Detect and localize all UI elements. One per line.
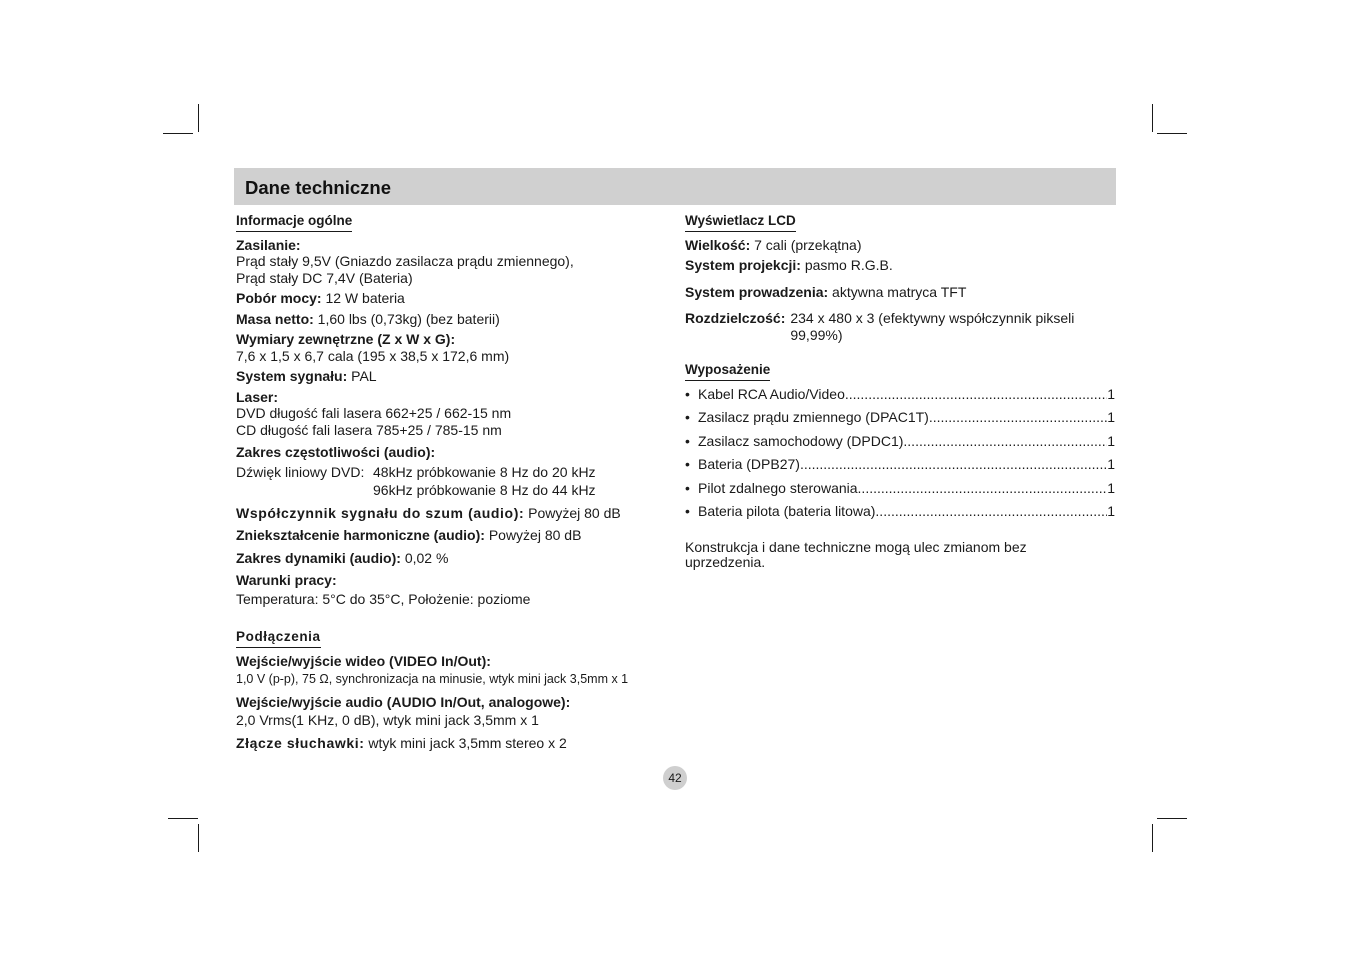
accessory-qty: 1 bbox=[1107, 479, 1115, 496]
accessory-qty: 1 bbox=[1107, 456, 1115, 472]
freq-row bbox=[236, 464, 676, 481]
resolution-label: Rozdzielczość: bbox=[685, 310, 786, 326]
power-block bbox=[236, 237, 676, 287]
accessory-item bbox=[685, 409, 1115, 426]
thd-value: Powyżej 80 dB bbox=[484, 527, 582, 543]
bullet: • bbox=[685, 432, 690, 449]
headphones-value: wtyk mini jack 3,5mm stereo x 2 bbox=[364, 734, 567, 751]
laser-dvd: DVD długość fali lasera 662+25 / 662-15 nm bbox=[236, 405, 512, 421]
accessory-qty: 1 bbox=[1107, 385, 1115, 402]
freq-row1: 48kHz próbkowanie 8 Hz do 20 kHz bbox=[373, 463, 596, 480]
crop-mark bbox=[1152, 104, 1153, 132]
disclaimer-note: Konstrukcja i dane techniczne mogą ulec zmianom bez uprzedzenia. bbox=[685, 538, 1027, 570]
general-heading: Informacje ogólne bbox=[236, 213, 352, 232]
laser-cd: CD długość fali lasera 785+25 / 785-15 nm bbox=[236, 421, 502, 438]
accessory-name: Zasilacz samochodowy (DPDC1) bbox=[698, 432, 904, 449]
snr-row bbox=[236, 505, 676, 522]
headphones-label: Złącze słuchawki: bbox=[236, 734, 365, 751]
video-block bbox=[236, 653, 676, 688]
freq-row2: 96kHz próbkowanie 8 Hz do 44 kHz bbox=[373, 482, 596, 498]
video-label: Wejście/wyjście wideo (VIDEO In/Out): bbox=[236, 652, 491, 669]
power-line2: Prąd stały DC 7,4V (Bateria) bbox=[236, 269, 413, 286]
accessory-item bbox=[685, 456, 1115, 473]
headphones-row bbox=[236, 735, 676, 752]
bullet: • bbox=[685, 385, 690, 402]
power-label: Zasilanie: bbox=[236, 236, 301, 253]
laser-label: Laser: bbox=[236, 388, 279, 405]
accessory-item bbox=[685, 433, 1115, 450]
leader-dots bbox=[875, 503, 1107, 520]
size-label: Wielkość: bbox=[685, 236, 751, 253]
audio-label: Wejście/wyjście audio (AUDIO In/Out, analogowe): bbox=[236, 693, 571, 710]
thd-row bbox=[236, 527, 676, 544]
left-column bbox=[236, 212, 676, 755]
leader-dots bbox=[929, 409, 1107, 426]
dyn-value: 0,02 % bbox=[400, 549, 449, 566]
accessory-item bbox=[685, 503, 1115, 520]
connections-section bbox=[236, 628, 676, 751]
accessory-item bbox=[685, 480, 1115, 497]
crop-mark bbox=[1152, 824, 1153, 852]
accessory-qty: 1 bbox=[1107, 409, 1115, 425]
right-column bbox=[685, 212, 1115, 570]
signal-value: PAL bbox=[347, 368, 377, 384]
bullet: • bbox=[685, 479, 690, 496]
accessory-name: Kabel RCA Audio/Video bbox=[698, 385, 845, 402]
leader-dots bbox=[845, 386, 1107, 403]
leader-dots bbox=[903, 433, 1107, 450]
signal-label: System sygnału: bbox=[236, 368, 348, 384]
crop-mark bbox=[168, 818, 198, 819]
cond-value: Temperatura: 5°C do 35°C, Położenie: poziome bbox=[236, 590, 531, 607]
leader-dots bbox=[800, 456, 1107, 473]
drive-value: aktywna matryca TFT bbox=[828, 283, 967, 300]
bullet: • bbox=[685, 409, 690, 425]
consumption-value: 12 W bateria bbox=[321, 290, 405, 306]
projection-label: System projekcji: bbox=[685, 257, 801, 273]
dims-label: Wymiary zewnętrzne (Z x W x G): bbox=[236, 331, 456, 347]
bullet: • bbox=[685, 456, 690, 472]
dims-block bbox=[236, 331, 676, 364]
crop-mark bbox=[198, 104, 199, 132]
mass-row bbox=[236, 311, 676, 328]
page-title: Dane techniczne bbox=[245, 177, 391, 198]
dyn-label: Zakres dynamiki (audio): bbox=[236, 549, 401, 566]
cond-label: Warunki pracy: bbox=[236, 572, 337, 588]
freq-label: Zakres częstotliwości (audio): bbox=[236, 444, 436, 460]
consumption-label: Pobór mocy: bbox=[236, 290, 322, 306]
accessory-name: Pilot zdalnego sterowania bbox=[698, 479, 858, 496]
cond-block bbox=[236, 572, 676, 607]
freq-row-label: Dźwięk liniowy DVD: bbox=[236, 463, 365, 480]
title-bar bbox=[234, 168, 1116, 205]
accessories-heading: Wyposażenie bbox=[685, 362, 770, 381]
consumption-row bbox=[236, 290, 676, 307]
snr-label: Współczynnik sygnału do szum (audio): bbox=[236, 504, 525, 521]
accessories-section bbox=[685, 361, 1115, 520]
power-line1: Prąd stały 9,5V (Gniazdo zasilacza prądu zmiennego), bbox=[236, 253, 574, 269]
dims-value: 7,6 x 1,5 x 6,7 cala (195 x 38,5 x 172,6 mm) bbox=[236, 347, 510, 364]
bullet: • bbox=[685, 503, 690, 519]
signal-row bbox=[236, 368, 676, 385]
connections-heading: Podłączenia bbox=[236, 629, 321, 648]
size-row bbox=[685, 237, 1115, 254]
mass-value: 1,60 lbs (0,73kg) (bez baterii) bbox=[313, 310, 500, 327]
leader-dots bbox=[858, 480, 1108, 497]
crop-mark bbox=[198, 824, 199, 852]
resolution-value: 234 x 480 x 3 (efektywny współczynnik pikseli 99,99%) bbox=[790, 310, 1075, 343]
crop-mark bbox=[163, 133, 193, 134]
dyn-row bbox=[236, 550, 676, 567]
accessory-item bbox=[685, 386, 1115, 403]
projection-value: pasmo R.G.B. bbox=[800, 257, 893, 273]
accessory-name: Zasilacz prądu zmiennego (DPAC1T) bbox=[698, 409, 929, 425]
snr-value: Powyżej 80 dB bbox=[524, 504, 621, 521]
crop-mark bbox=[1157, 818, 1187, 819]
drive-label: System prowadzenia: bbox=[685, 283, 829, 300]
accessory-name: Bateria pilota (bateria litowa) bbox=[698, 503, 876, 519]
accessory-name: Bateria (DPB27) bbox=[698, 456, 800, 472]
mass-label: Masa netto: bbox=[236, 310, 314, 327]
resolution-row bbox=[685, 310, 1115, 343]
audio-block bbox=[236, 694, 676, 729]
accessory-qty: 1 bbox=[1107, 503, 1115, 519]
size-value: 7 cali (przekątna) bbox=[750, 236, 862, 253]
video-value: 1,0 V (p-p), 75 Ω, synchronizacja na minusie, wtyk mini jack 3,5mm x 1 bbox=[236, 672, 629, 686]
laser-block bbox=[236, 389, 676, 439]
lcd-heading: Wyświetlacz LCD bbox=[685, 213, 796, 232]
crop-mark bbox=[1157, 133, 1187, 134]
audio-value: 2,0 Vrms(1 KHz, 0 dB), wtyk mini jack 3,5mm x 1 bbox=[236, 712, 539, 728]
thd-label: Zniekształcenie harmoniczne (audio): bbox=[236, 527, 485, 543]
projection-row bbox=[685, 257, 1115, 274]
accessory-qty: 1 bbox=[1107, 432, 1115, 449]
freq-block bbox=[236, 444, 676, 499]
drive-row bbox=[685, 284, 1115, 301]
page-number: 42 bbox=[663, 766, 687, 790]
